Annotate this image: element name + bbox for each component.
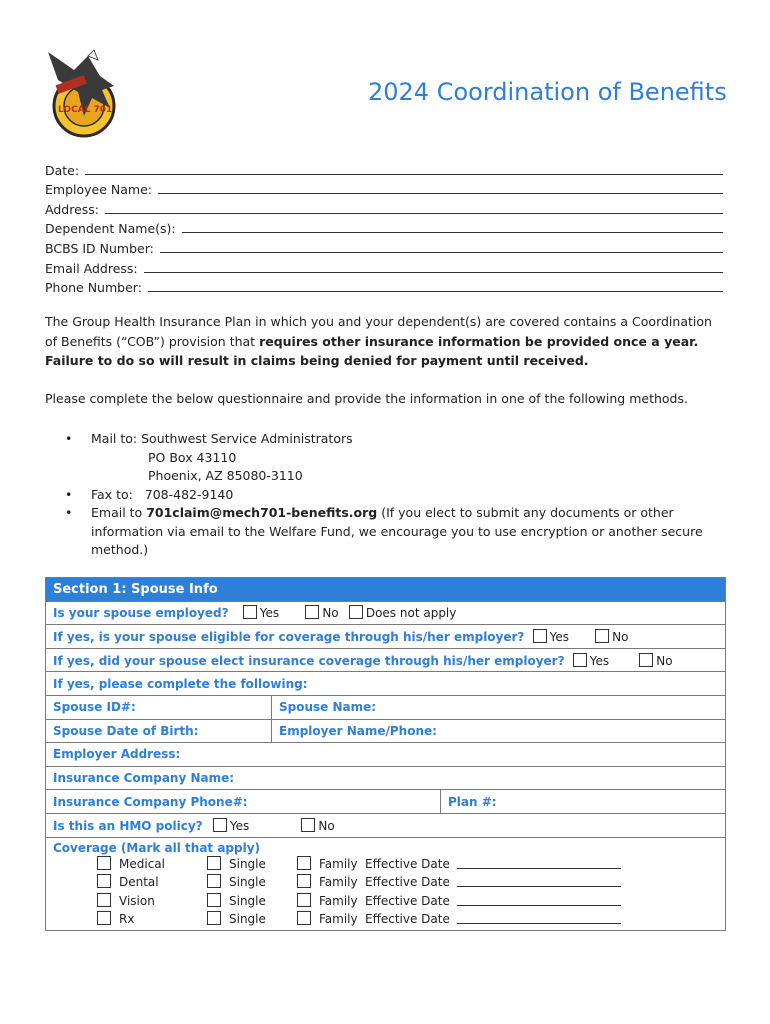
- employed-yes-checkbox[interactable]: [243, 605, 257, 619]
- dental-checkbox[interactable]: [97, 874, 111, 888]
- spouse-dob-cell[interactable]: Spouse Date of Birth:: [46, 719, 272, 743]
- plan-number-cell[interactable]: Plan #:: [441, 790, 726, 814]
- logo-text: LOCAL 701: [58, 105, 113, 115]
- rx-checkbox[interactable]: [97, 911, 111, 925]
- submission-methods: [65, 430, 725, 560]
- fax-method: • Fax to: 708-482-9140: [65, 486, 725, 505]
- date-field[interactable]: Date:: [45, 158, 723, 178]
- page-title: 2024 Coordination of Benefits: [368, 78, 727, 106]
- employed-no-checkbox[interactable]: [305, 605, 319, 619]
- email-link[interactable]: 701claim@mech701-benefits.org: [146, 505, 378, 520]
- spouse-info-section: [45, 577, 726, 931]
- intro-paragraph: The Group Health Insurance Plan in which you and your dependent(s) are covered contains a Coordination of Benefits (“COB”) provision that requires other insurance information be provided once a year. Failure to do so will result in claims being denied for payment until received.: [45, 314, 712, 368]
- hmo-yes-checkbox[interactable]: [213, 818, 227, 832]
- hmo-policy-row: Is this an HMO policy? Yes No: [46, 813, 726, 837]
- employee-name-field[interactable]: Employee Name:: [45, 178, 723, 198]
- instructions-paragraph: Please complete the below questionnaire and provide the information in one of the following methods.: [45, 391, 688, 406]
- employer-address-cell[interactable]: Employer Address:: [46, 743, 726, 767]
- spouse-elect-row: If yes, did your spouse elect insurance coverage through his/her employer? Yes No: [46, 648, 726, 672]
- email-method: • Email to 701claim@mech701-benefits.org (If you elect to submit any documents or other information via email to the Welfare Fund, we encourage you to use encryption or another secure method.): [65, 504, 725, 560]
- insurance-company-name-cell[interactable]: Insurance Company Name:: [46, 766, 726, 790]
- spouse-eligible-row: If yes, is your spouse eligible for coverage through his/her employer? Yes No: [46, 625, 726, 649]
- coverage-cell: [46, 837, 726, 930]
- insurance-company-phone-cell[interactable]: Insurance Company Phone#:: [46, 790, 441, 814]
- union-logo: [44, 46, 120, 138]
- employer-name-phone-cell[interactable]: Employer Name/Phone:: [272, 719, 726, 743]
- eligible-no-checkbox[interactable]: [595, 629, 609, 643]
- vision-single-checkbox[interactable]: [207, 893, 221, 907]
- address-field[interactable]: Address:: [45, 197, 723, 217]
- complete-following-row: If yes, please complete the following:: [46, 672, 726, 696]
- bcbs-id-field[interactable]: BCBS ID Number:: [45, 236, 723, 256]
- vision-family-checkbox[interactable]: [297, 893, 311, 907]
- medical-single-checkbox[interactable]: [207, 856, 221, 870]
- dental-family-checkbox[interactable]: [297, 874, 311, 888]
- hmo-no-checkbox[interactable]: [301, 818, 315, 832]
- spouse-name-cell[interactable]: Spouse Name:: [272, 695, 726, 719]
- coverage-grid: Medical Single Family Effective Date Dental Single Family Effective Date Vision Single Family Effective Date Rx Single Family Effective Date: [97, 856, 718, 930]
- section-heading: Section 1: Spouse Info: [46, 578, 726, 602]
- dependent-names-field[interactable]: Dependent Name(s):: [45, 217, 723, 237]
- employed-na-checkbox[interactable]: [349, 605, 363, 619]
- spouse-employed-row: Is your spouse employed? Yes No Does not apply: [46, 601, 726, 625]
- elect-no-checkbox[interactable]: [639, 653, 653, 667]
- mail-method: • Mail to: Southwest Service Administrators PO Box 43110 Phoenix, AZ 85080-3110: [65, 430, 725, 486]
- email-address-field[interactable]: Email Address:: [45, 256, 723, 276]
- medical-family-checkbox[interactable]: [297, 856, 311, 870]
- rx-effective-date-input[interactable]: [457, 911, 621, 924]
- rx-single-checkbox[interactable]: [207, 911, 221, 925]
- rx-family-checkbox[interactable]: [297, 911, 311, 925]
- medical-checkbox[interactable]: [97, 856, 111, 870]
- spouse-id-cell[interactable]: Spouse ID#:: [46, 695, 272, 719]
- eligible-yes-checkbox[interactable]: [533, 629, 547, 643]
- vision-effective-date-input[interactable]: [457, 893, 621, 906]
- phone-number-field[interactable]: Phone Number:: [45, 276, 723, 296]
- vision-checkbox[interactable]: [97, 893, 111, 907]
- dental-single-checkbox[interactable]: [207, 874, 221, 888]
- elect-yes-checkbox[interactable]: [573, 653, 587, 667]
- contact-fields: [45, 158, 723, 295]
- medical-effective-date-input[interactable]: [457, 856, 621, 869]
- coverage-heading: Coverage (Mark all that apply): [53, 840, 261, 855]
- dental-effective-date-input[interactable]: [457, 874, 621, 887]
